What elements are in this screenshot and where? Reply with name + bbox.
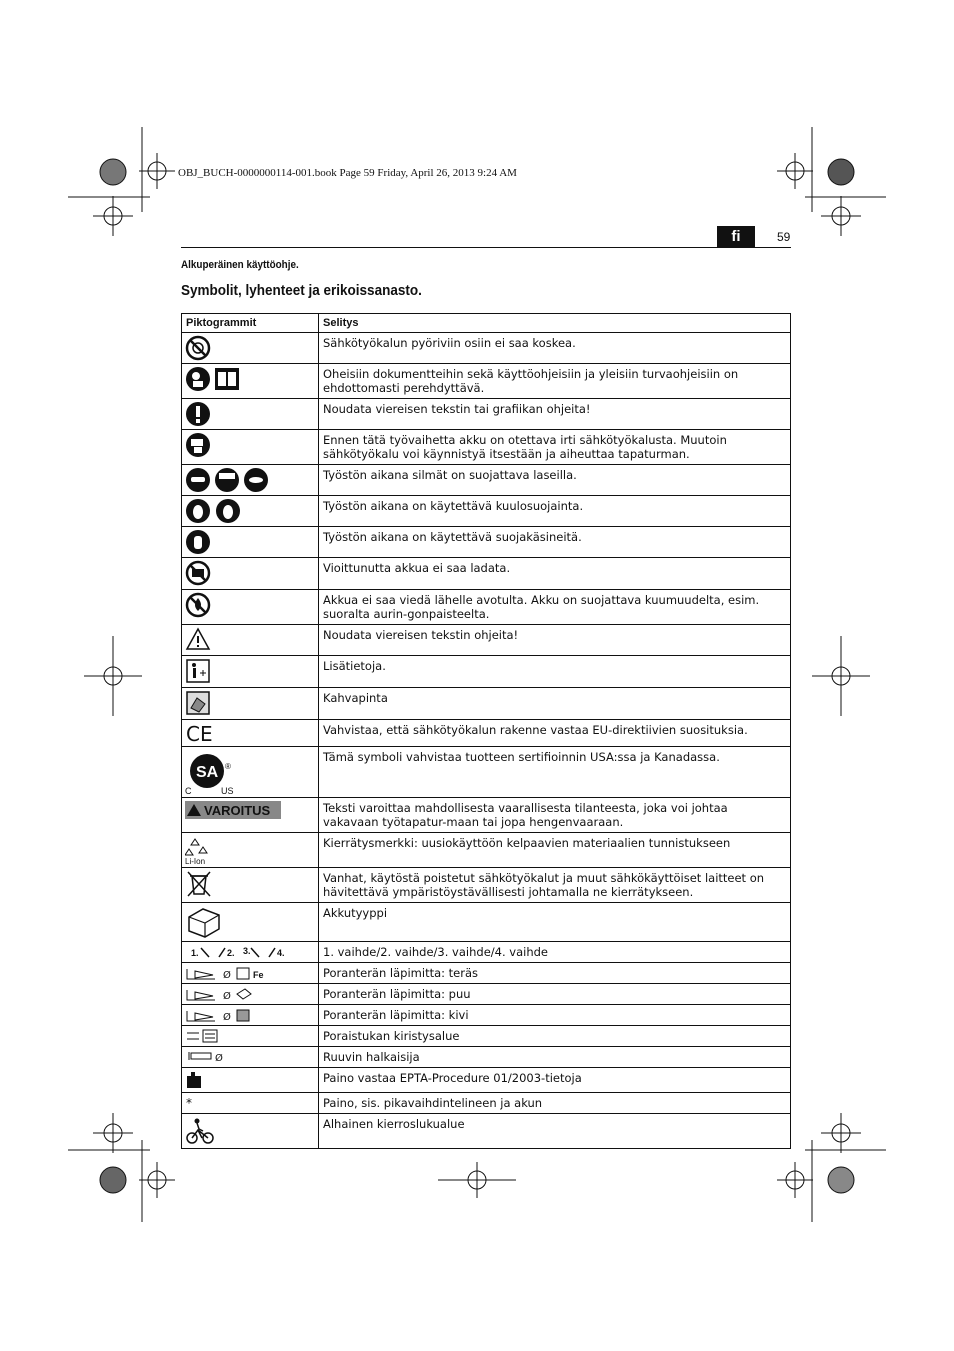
row-text: Oheisiin dokumentteihin sekä käyttöohjeisiin ja yleisiin turvaohjeisiin on ehdottomasti perehdyttävä.: [319, 364, 791, 399]
screw-diameter-icon: [185, 1049, 235, 1063]
row-text: Poranterän läpimitta: puu: [319, 984, 791, 1005]
row-text: Työstön aikana silmät on suojattava laseilla.: [319, 465, 791, 496]
no-touch-rotating-icon: [185, 335, 211, 361]
row-text: Teksti varoittaa mahdollisesta vaarallisesta tilanteesta, joka voi johtaa vakavaan työtapatur-maan tai jopa hengenvaaraan.: [319, 798, 791, 833]
row-text: Kahvapinta: [319, 688, 791, 720]
ear-protection-icon: [185, 498, 241, 524]
svg-text:VAROITUS: VAROITUS: [204, 803, 271, 818]
table-row: [182, 625, 791, 656]
remove-battery-icon: [185, 432, 211, 458]
row-text: Akkua ei saa viedä lähelle avotulta. Akku on suojattava kuumuudelta, esim. suoralta aurin-gonpaisteelta.: [319, 590, 791, 625]
gloves-icon: [185, 529, 211, 555]
table-row: [182, 984, 791, 1005]
svg-text:3.: 3.: [243, 946, 251, 956]
row-text: Sähkötyökalun pyöriviin osiin ei saa koskea.: [319, 333, 791, 364]
low-speed-bicycle-icon: [185, 1116, 215, 1146]
table-row: [182, 333, 791, 364]
csa-mark-icon: [185, 749, 237, 795]
table-row: [182, 656, 791, 688]
svg-text:Ø: Ø: [223, 991, 231, 1002]
table-row: [182, 798, 791, 833]
row-text: Työstön aikana on käytettävä suojakäsineitä.: [319, 527, 791, 558]
info-icon: [185, 658, 211, 684]
battery-type-icon: [185, 905, 223, 939]
table-row: [182, 1005, 791, 1026]
table-row: [182, 1026, 791, 1047]
svg-text:2.: 2.: [227, 948, 235, 958]
weee-bin-icon: [185, 870, 213, 898]
table-row: [182, 833, 791, 868]
row-text: Noudata viereisen tekstin ohjeita!: [319, 625, 791, 656]
row-text: Poraistukan kiristysalue: [319, 1026, 791, 1047]
page-number: 59: [777, 230, 791, 244]
asterisk-icon: [185, 1095, 197, 1109]
row-text: Paino vastaa EPTA-Procedure 01/2003-tietoja: [319, 1068, 791, 1093]
svg-text:1.: 1.: [191, 948, 199, 958]
table-row: [182, 720, 791, 747]
row-text: Poranterän läpimitta: teräs: [319, 963, 791, 984]
row-text: Poranterän läpimitta: kivi: [319, 1005, 791, 1026]
table-row: [182, 1093, 791, 1114]
drill-wood-icon: [185, 986, 275, 1002]
row-text: Työstön aikana on käytettävä kuulosuojainta.: [319, 496, 791, 527]
row-text: Vioittunutta akkua ei saa ladata.: [319, 558, 791, 590]
table-row: [182, 1068, 791, 1093]
table-row: [182, 1047, 791, 1068]
table-row: [182, 430, 791, 465]
table-row: [182, 465, 791, 496]
drill-stone-icon: [185, 1007, 275, 1023]
svg-text:®: ®: [225, 762, 231, 771]
svg-text:Li-Ion: Li-Ion: [185, 857, 206, 865]
header-explanation: Selitys: [319, 314, 791, 333]
row-text: Ruuvin halkaisija: [319, 1047, 791, 1068]
header-rule: [181, 247, 791, 248]
svg-text:Ø: Ø: [223, 1012, 231, 1023]
drill-steel-icon: [185, 965, 275, 981]
svg-text:Ø: Ø: [223, 970, 231, 981]
table-row: [182, 747, 791, 798]
svg-text:SA: SA: [196, 764, 219, 781]
document-subtitle: Alkuperäinen käyttöohje.: [181, 259, 299, 271]
weight-icon: [185, 1070, 205, 1090]
table-row: [182, 1114, 791, 1149]
varoitus-label-icon: [185, 800, 283, 820]
svg-text:C: C: [185, 786, 192, 795]
table-row: [182, 527, 791, 558]
table-row: [182, 942, 791, 963]
chuck-range-icon: [185, 1028, 225, 1044]
table-row: [182, 496, 791, 527]
table-row: [182, 364, 791, 399]
exclamation-icon: [185, 401, 211, 427]
section-title: Symbolit, lyhenteet ja erikoissanasto.: [181, 282, 422, 299]
row-text: Alhainen kierroslukualue: [319, 1114, 791, 1149]
eye-protection-icon: [185, 467, 269, 493]
table-row: [182, 903, 791, 942]
row-text: Kierrätysmerkki: uusiokäyttöön kelpaavien materiaalien tunnistukseen: [319, 833, 791, 868]
row-text: Noudata viereisen tekstin tai grafiikan ohjeita!: [319, 399, 791, 430]
row-text: Paino, sis. pikavaihdintelineen ja akun: [319, 1093, 791, 1114]
grip-surface-icon: [185, 690, 211, 716]
row-text: Lisätietoja.: [319, 656, 791, 688]
svg-text:CE: CE: [186, 722, 213, 744]
svg-text:4.: 4.: [277, 948, 285, 958]
gear-steps-icon: [185, 944, 295, 960]
table-row: [182, 963, 791, 984]
row-text: Tämä symboli vahvistaa tuotteen sertifioinnin USA:ssa ja Kanadassa.: [319, 747, 791, 798]
table-row: [182, 688, 791, 720]
recycling-li-ion-icon: [185, 835, 215, 865]
table-row: [182, 399, 791, 430]
header-pictograms: Piktogrammit: [182, 314, 319, 333]
warning-triangle-icon: [185, 627, 211, 651]
read-manual-icon: [185, 366, 241, 392]
svg-text:US: US: [221, 786, 234, 795]
symbols-table: [181, 313, 791, 1149]
table-row: [182, 590, 791, 625]
row-text: 1. vaihde/2. vaihde/3. vaihde/4. vaihde: [319, 942, 791, 963]
svg-text:Ø: Ø: [215, 1053, 223, 1063]
row-text: Vahvistaa, että sähkötyökalun rakenne vastaa EU-direktiivien suosituksia.: [319, 720, 791, 747]
table-header-row: [182, 314, 791, 333]
row-text: Vanhat, käytöstä poistetut sähkötyökalut ja muut sähkökäyttöiset laitteet on hävitettävä ympäristöystävällisesti johtamalla ne kierrätykseen.: [319, 868, 791, 903]
row-text: Ennen tätä työvaihetta akku on otettava irti sähkötyökalusta. Muutoin sähkötyökalu voi käynnistyä itsestään ja aiheuttaa tapaturman.: [319, 430, 791, 465]
no-charge-damaged-icon: [185, 560, 211, 586]
no-fire-icon: [185, 592, 211, 618]
table-row: [182, 558, 791, 590]
language-badge: fi: [717, 226, 755, 247]
row-text: Akkutyyppi: [319, 903, 791, 942]
table-row: [182, 868, 791, 903]
svg-text:*: *: [186, 1096, 192, 1109]
book-info-line: OBJ_BUCH-0000000114-001.book Page 59 Friday, April 26, 2013 9:24 AM: [178, 167, 517, 179]
ce-mark-icon: [185, 722, 215, 744]
svg-text:Fe: Fe: [253, 970, 264, 980]
